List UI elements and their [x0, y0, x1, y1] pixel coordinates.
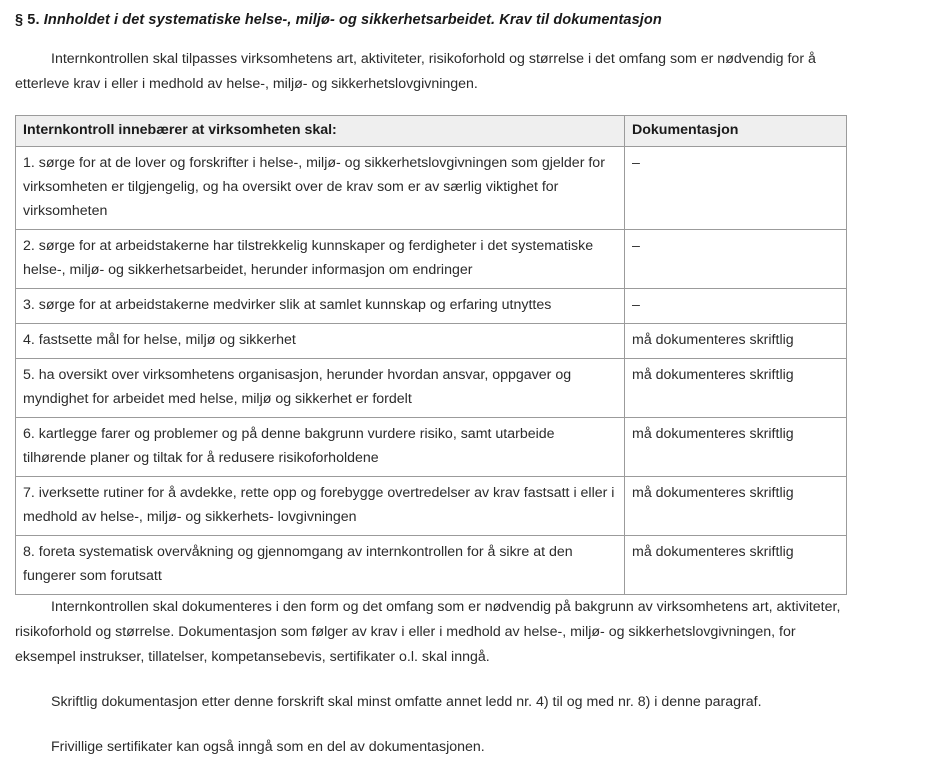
closing-paragraph-3: Frivillige sertifikater kan også inngå som en del av dokumentasjonen. — [51, 739, 485, 755]
internal-control-table-wrapper — [15, 115, 846, 595]
documentation-cell: – — [625, 147, 847, 230]
column-header-requirement: Internkontroll innebærer at virksomheten skal: — [16, 116, 625, 147]
page-title — [15, 12, 929, 28]
table-row — [16, 230, 847, 289]
table-header-row — [16, 116, 847, 147]
requirement-cell: 4. fastsette mål for helse, miljø og sikkerhet — [16, 324, 625, 359]
table-row — [16, 324, 847, 359]
table-row — [16, 289, 847, 324]
documentation-cell: må dokumenteres skriftlig — [625, 359, 847, 418]
documentation-cell: – — [625, 230, 847, 289]
requirement-cell: 1. sørge for at de lover og forskrifter i helse-, miljø- og sikkerhetslovgivningen som gjelder for virksomheten er tilgjengelig, og ha oversikt over de krav som er av særlig viktighet for virksomheten — [16, 147, 625, 230]
table-row — [16, 418, 847, 477]
requirement-cell: 7. iverksette rutiner for å avdekke, rette opp og forebygge overtredelser av krav fastsatt i eller i medhold av helse-, miljø- og sikkerhets- lovgivningen — [16, 477, 625, 536]
table-body — [16, 147, 847, 595]
requirement-cell: 8. foreta systematisk overvåkning og gjennomgang av internkontrollen for å sikre at den fungerer som forutsatt — [16, 536, 625, 595]
section-number: § 5. — [15, 12, 40, 28]
documentation-cell: må dokumenteres skriftlig — [625, 536, 847, 595]
documentation-cell: må dokumenteres skriftlig — [625, 477, 847, 536]
documentation-cell: må dokumenteres skriftlig — [625, 324, 847, 359]
table-row — [16, 477, 847, 536]
table-row — [16, 147, 847, 230]
requirement-cell: 5. ha oversikt over virksomhetens organisasjon, herunder hvordan ansvar, oppgaver og myndighet for arbeidet med helse, miljø og sikkerhet er fordelt — [16, 359, 625, 418]
requirement-cell: 6. kartlegge farer og problemer og på denne bakgrunn vurdere risiko, samt utarbeide tilhørende planer og tiltak for å redusere risikoforholdene — [16, 418, 625, 477]
intro-paragraph: Internkontrollen skal tilpasses virksomhetens art, aktiviteter, risikoforhold og størrelse i det omfang som er nødvendig for å etterleve krav i eller i medhold av helse-, miljø- og sikkerhetslovgivningen. — [15, 51, 816, 92]
requirement-cell: 2. sørge for at arbeidstakerne har tilstrekkelig kunnskaper og ferdigheter i det systematiske helse-, miljø- og sikkerhetsarbeidet, herunder informasjon om endringer — [16, 230, 625, 289]
column-header-documentation: Dokumentasjon — [625, 116, 847, 147]
table-row — [16, 536, 847, 595]
documentation-cell: – — [625, 289, 847, 324]
internal-control-table — [15, 115, 847, 595]
closing-paragraph-2: Skriftlig dokumentasjon etter denne forskrift skal minst omfatte annet ledd nr. 4) til og med nr. 8) i denne paragraf. — [51, 694, 762, 710]
section-title-text: Innholdet i det systematiske helse-, miljø- og sikkerhetsarbeidet. Krav til dokumentasjon — [43, 12, 662, 28]
table-row — [16, 359, 847, 418]
table-header — [16, 116, 847, 147]
documentation-cell: må dokumenteres skriftlig — [625, 418, 847, 477]
requirement-cell: 3. sørge for at arbeidstakerne medvirker slik at samlet kunnskap og erfaring utnyttes — [16, 289, 625, 324]
closing-paragraph-1: Internkontrollen skal dokumenteres i den form og det omfang som er nødvendig på bakgrunn av virksomhetens art, aktiviteter, risikoforhold og størrelse. Dokumentasjon som følger av krav i eller i medhold av helse-, miljø- og sikkerhetslovgivningen, for eksempel instrukser, tillatelser, kompetansebevis, sertifikater o.l. skal inngå. — [15, 599, 841, 665]
